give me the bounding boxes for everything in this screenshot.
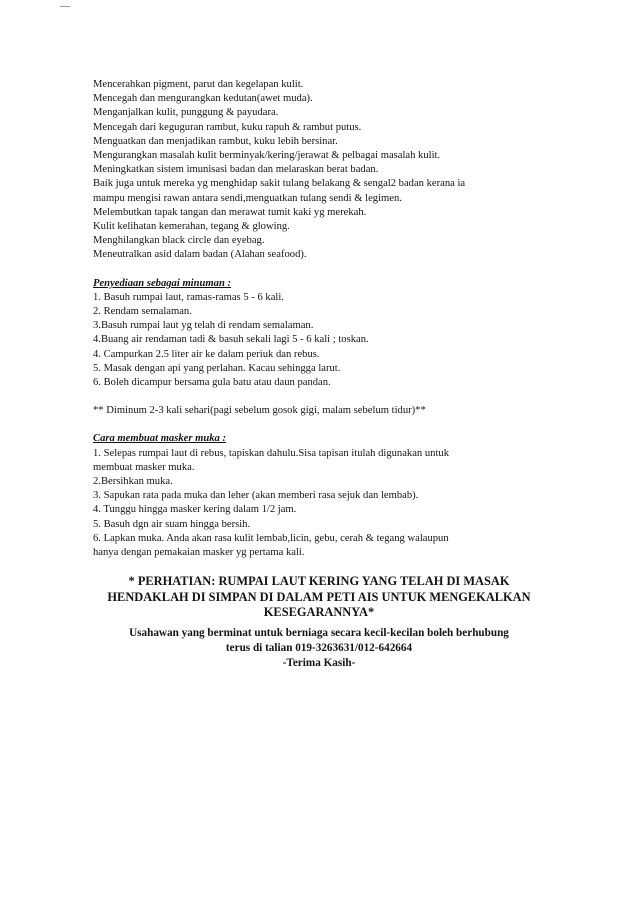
contact-line: Usahawan yang berminat untuk berniaga secara kecil-kecilan boleh berhubung <box>129 627 509 639</box>
mask-step: 3. Sapukan rata pada muka dan leher (akan memberi rasa sejuk dan lembab). <box>93 490 419 502</box>
notice-line: KESEGARANNYA* <box>263 605 375 620</box>
mask-step: 6. Lapkan muka. Anda akan rasa kulit lembab,licin, gebu, cerah & tegang walaupun <box>93 532 449 544</box>
drink-step: 3.Basuh rumpai laut yg telah di rendam semalaman. <box>93 320 314 332</box>
drink-heading: Penyediaan sebagai minuman : <box>93 277 232 289</box>
drink-step: 5. Masak dengan api yang perlahan. Kacau sehingga larut. <box>93 362 341 374</box>
notice-line: * PERHATIAN: RUMPAI LAUT KERING YANG TELAH DI MASAK <box>128 574 510 588</box>
drink-step: 2. Rendam semalaman. <box>93 306 192 318</box>
benefit-line: Menghilangkan black circle dan eyebag. <box>93 235 265 247</box>
benefit-line: Menganjalkan kulit, punggung & payudara. <box>93 107 279 119</box>
storage-notice <box>60 574 578 621</box>
mask-step: 1. Selepas rumpai laut di rebus, tapiskan dahulu.Sisa tapisan itulah digunakan untuk <box>93 447 450 459</box>
drink-step: 1. Basuh rumpai laut, ramas-ramas 5 - 6 kali. <box>93 291 284 303</box>
mask-heading: Cara membuat masker muka : <box>93 433 227 445</box>
benefit-line: Meneutralkan asid dalam badan (Alahan seafood). <box>93 249 307 261</box>
drink-step: 6. Boleh dicampur bersama gula batu atau daun pandan. <box>93 377 331 389</box>
drink-note: ** Diminum 2-3 kali sehari(pagi sebelum gosok gigi, malam sebelum tidur)** <box>93 405 426 417</box>
contact-block <box>60 626 578 672</box>
notice-line: HENDAKLAH DI SIMPAN DI DALAM PETI AIS UNTUK MENGEKALKAN <box>107 589 531 604</box>
drink-section <box>93 277 543 419</box>
benefits-list <box>93 78 543 263</box>
mask-step: 2.Bersihkan muka. <box>93 476 173 488</box>
mask-step: hanya dengan pemakaian masker yg pertama kali. <box>93 547 305 559</box>
document-body <box>93 78 543 560</box>
benefit-line: mampu mengisi rawan antara sendi,menguatkan tulang sendi & legimen. <box>93 192 402 204</box>
drink-step: 4.Buang air rendaman tadi & basuh sekali lagi 5 - 6 kali ; toskan. <box>93 334 369 346</box>
benefit-line: Kulit kelihatan kemerahan, tegang & glowing. <box>93 221 290 233</box>
benefit-line: Mencerahkan pigment, parut dan kegelapan kulit. <box>93 79 304 90</box>
benefit-line: Melembutkan tapak tangan dan merawat tumit kaki yg merekah. <box>93 206 367 218</box>
benefit-line: Mengurangkan masalah kulit berminyak/kering/jerawat & pelbagai masalah kulit. <box>93 150 441 162</box>
benefit-line: Menguatkan dan menjadikan rambut, kuku lebih bersinar. <box>93 135 338 147</box>
mask-step: 5. Basuh dgn air suam hingga bersih. <box>93 518 251 530</box>
mask-step: membuat masker muka. <box>93 461 195 473</box>
benefit-line: Mencegah dan mengurangkan kedutan(awet muda). <box>93 93 313 105</box>
scan-speck <box>60 6 70 7</box>
mask-step: 4. Tunggu hingga masker kering dalam 1/2 jam. <box>93 504 297 516</box>
closing-thanks: -Terima Kasih- <box>282 657 356 670</box>
drink-step: 4. Campurkan 2.5 liter air ke dalam periuk dan rebus. <box>93 348 320 360</box>
benefit-line: Meningkatkan sistem imunisasi badan dan melaraskan berat badan. <box>93 164 379 176</box>
mask-section <box>93 432 543 560</box>
benefit-line: Baik juga untuk mereka yg menghidap sakit tulang belakang & sengal2 badan kerana ia <box>93 178 466 190</box>
contact-phone: terus di talian 019-3263631/012-642664 <box>225 642 413 655</box>
benefit-line: Mencegah dari keguguran rambut, kuku rapuh & rambut putus. <box>93 121 362 133</box>
